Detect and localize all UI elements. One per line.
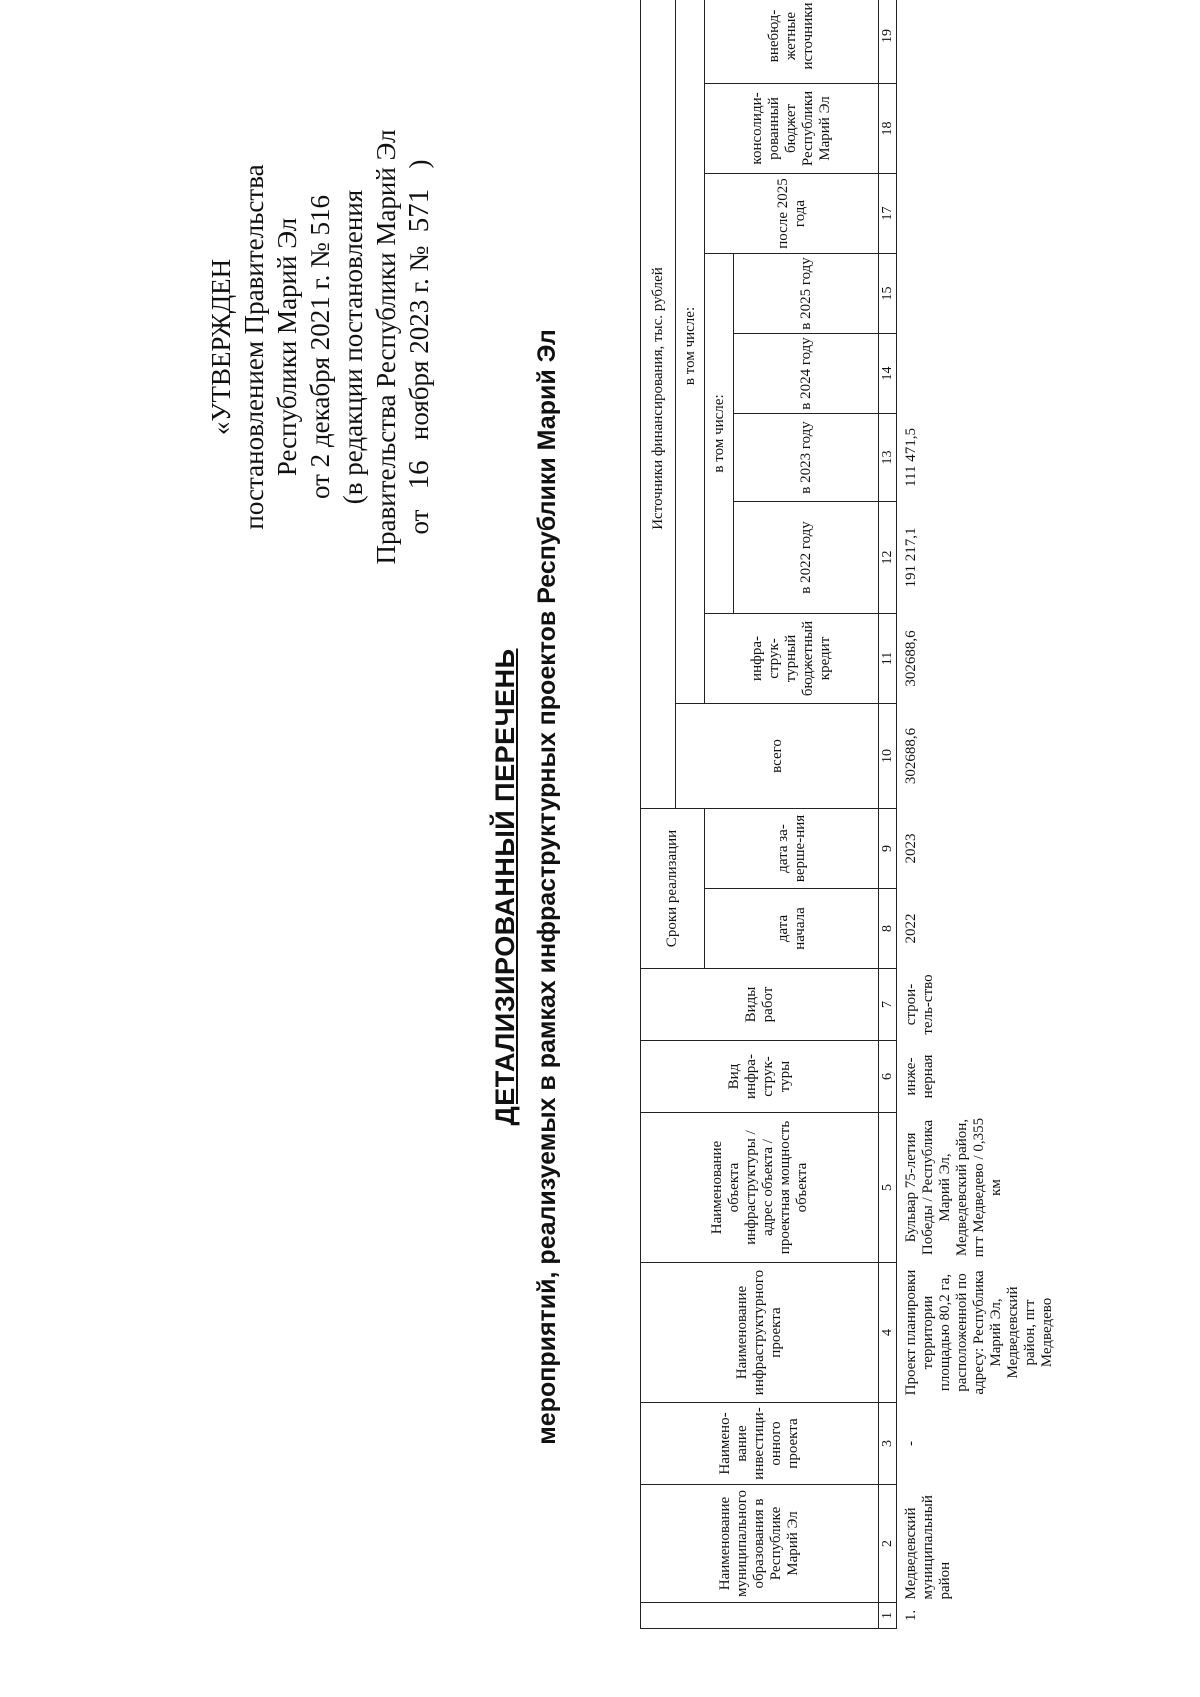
row-total: 302688,6 [903, 727, 919, 785]
approval-line-7 [403, 107, 436, 587]
approval-doc-number: 571 [403, 188, 435, 233]
row-2023: 111 471,5 [903, 428, 919, 487]
document-title [490, 137, 562, 1637]
col-number: 7 [879, 969, 897, 1041]
row-end: 2023 [903, 833, 919, 864]
col-number: 2 [879, 1485, 897, 1603]
col-header-invest: Наимено-вание инвестици-онного проекта [641, 1403, 879, 1485]
col-header-extra: внебюд-жетные источники [705, 0, 879, 83]
col-number: 18 [879, 83, 897, 173]
col-header-2022: в 2022 году [734, 501, 879, 613]
row-infra-project: Проект планировки территории площадью 80,2 га, расположенной по адресу: Республика Марий Эл, Медведевский район, пгт Медведево [903, 1269, 1055, 1396]
row-mun: Медведевский муниципальный район [903, 1495, 953, 1600]
approval-date-prefix: от [404, 509, 434, 535]
row-infra-type: инже-нерная [903, 1054, 936, 1099]
approval-line-3: Республики Марий Эл [272, 217, 302, 477]
col-header-2024: в 2024 году [734, 333, 879, 413]
col-number: 13 [879, 413, 897, 501]
title-main: ДЕТАЛИЗИРОВАННЫЙ ПЕРЕЧЕНЬ [490, 648, 520, 1126]
col-header-work-type: Виды работ [641, 969, 879, 1041]
approval-line-4: от 2 декабря 2021 г. № 516 [305, 194, 335, 500]
row-object: Бульвар 75-летия Победы / Республика Марий Эл, Медведевский район, пгт Медведево / 0,355 км [903, 1117, 1004, 1258]
col-header-2023: в 2023 году [734, 413, 879, 501]
col-number: 8 [879, 889, 897, 969]
column-number-row [879, 0, 897, 1629]
row-consolidated [897, 83, 1059, 173]
approval-date-suffix: ) [404, 159, 434, 169]
col-header-total: всего [676, 703, 879, 808]
col-header-end: дата за-верше-ния [705, 808, 879, 888]
col-header-terms: Сроки реализации [641, 808, 705, 968]
col-header-2025: в 2025 году [734, 253, 879, 333]
col-header-after2025: после 2025 года [705, 173, 879, 253]
col-number: 1 [879, 1603, 897, 1629]
col-header-blank [641, 1603, 879, 1629]
measures-table [640, 0, 1058, 1629]
col-number: 11 [879, 613, 897, 703]
table-row [897, 0, 1059, 1629]
col-header-infra-project: Наименование инфраструктурного проекта [641, 1263, 879, 1403]
approval-line-5: (в редакции постановления [338, 189, 368, 505]
row-after2025 [897, 173, 1059, 253]
col-header-mun: Наименование муниципального образования в Республике Марий Эл [641, 1485, 879, 1603]
col-header-consolidated: консолиди-рованный бюджет Республики Марий Эл [705, 83, 879, 173]
col-header-infra-type: Вид инфра-струк-туры [641, 1041, 879, 1113]
row-number: 1. [903, 1609, 919, 1622]
col-header-object: Наименование объекта инфраструктуры / адрес объекта / проектная мощность объекта [641, 1113, 879, 1263]
col-header-sources: Источники финансирования, тыс. рублей [641, 0, 676, 808]
col-number: 3 [879, 1403, 897, 1485]
row-credit: 302688,6 [903, 630, 919, 687]
row-start: 2022 [903, 913, 919, 944]
approval-date-day: 16 [403, 460, 435, 490]
col-number: 6 [879, 1041, 897, 1113]
col-number: 12 [879, 501, 897, 613]
col-number: 4 [879, 1263, 897, 1403]
row-2025 [897, 253, 1059, 333]
row-invest: - [903, 1441, 919, 1446]
col-number: 5 [879, 1113, 897, 1263]
approval-line-2: постановлением Правительства [239, 164, 269, 530]
col-header-incl2: в том числе: [705, 253, 734, 613]
approval-block [205, 107, 436, 587]
approval-line-1: «УТВЕРЖДЕН [206, 258, 236, 436]
col-number: 10 [879, 703, 897, 808]
row-2024 [897, 333, 1059, 413]
col-number: 15 [879, 253, 897, 333]
col-number: 19 [879, 0, 897, 83]
col-number: 14 [879, 333, 897, 413]
row-2022: 191 217,1 [903, 527, 919, 588]
col-number: 17 [879, 173, 897, 253]
approval-line-6: Правительства Республики Марий Эл [371, 129, 401, 565]
row-work-type: строи-тель-ство [903, 974, 936, 1035]
col-number: 9 [879, 808, 897, 888]
approval-date-mid: ноября 2023 г. № [404, 245, 434, 441]
row-extra [897, 0, 1059, 83]
col-header-start: дата начала [705, 889, 879, 969]
col-header-incl1: в том числе: [676, 0, 705, 703]
title-sub: мероприятий, реализуемых в рамках инфраструктурных проектов Республики Марий Эл [533, 329, 561, 1445]
col-header-credit: инфра-струк-турный бюджетный кредит [705, 613, 879, 703]
